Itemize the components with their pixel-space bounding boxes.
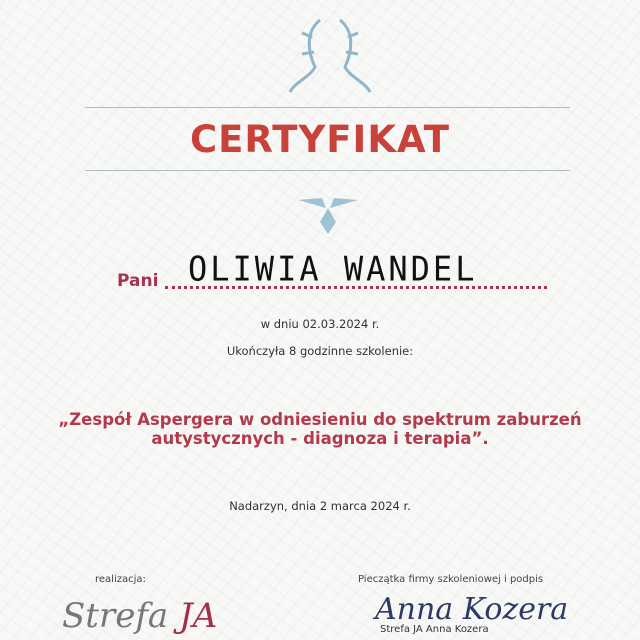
recipient-prefix: Pani [117,271,159,291]
course-title [0,410,640,448]
realization-label: realizacja: [95,574,146,585]
logo-part1: Strefa [62,596,179,636]
stamp-text: Strefa JA Anna Kozera [380,624,489,635]
stamp-label: Pieczątka firmy szkoleniowej i podpis [358,574,544,585]
divider-top [85,107,570,108]
strefa-ja-logo [62,596,217,636]
certificate-title: CERTYFIKAT [189,118,450,161]
logo-part2: JA [179,596,218,636]
course-title-line2: autystycznych - diagnoza i terapia”. [151,429,489,448]
ornament-small-icon [296,194,360,238]
date-line: w dniu 02.03.2024 r. [260,317,380,331]
divider-bottom [85,170,570,171]
course-title-line1: „Zespół Aspergera w odniesieniu do spektrum zaburzeń [58,410,582,429]
signature: Anna Kozera [375,592,569,627]
place-date: Nadarzyn, dnia 2 marca 2024 r. [229,499,411,513]
completion-text: Ukończyła 8 godzinne szkolenie: [226,344,414,358]
ornament-top-icon [270,12,390,97]
recipient-name: OLIWIA WANDEL [188,249,478,289]
